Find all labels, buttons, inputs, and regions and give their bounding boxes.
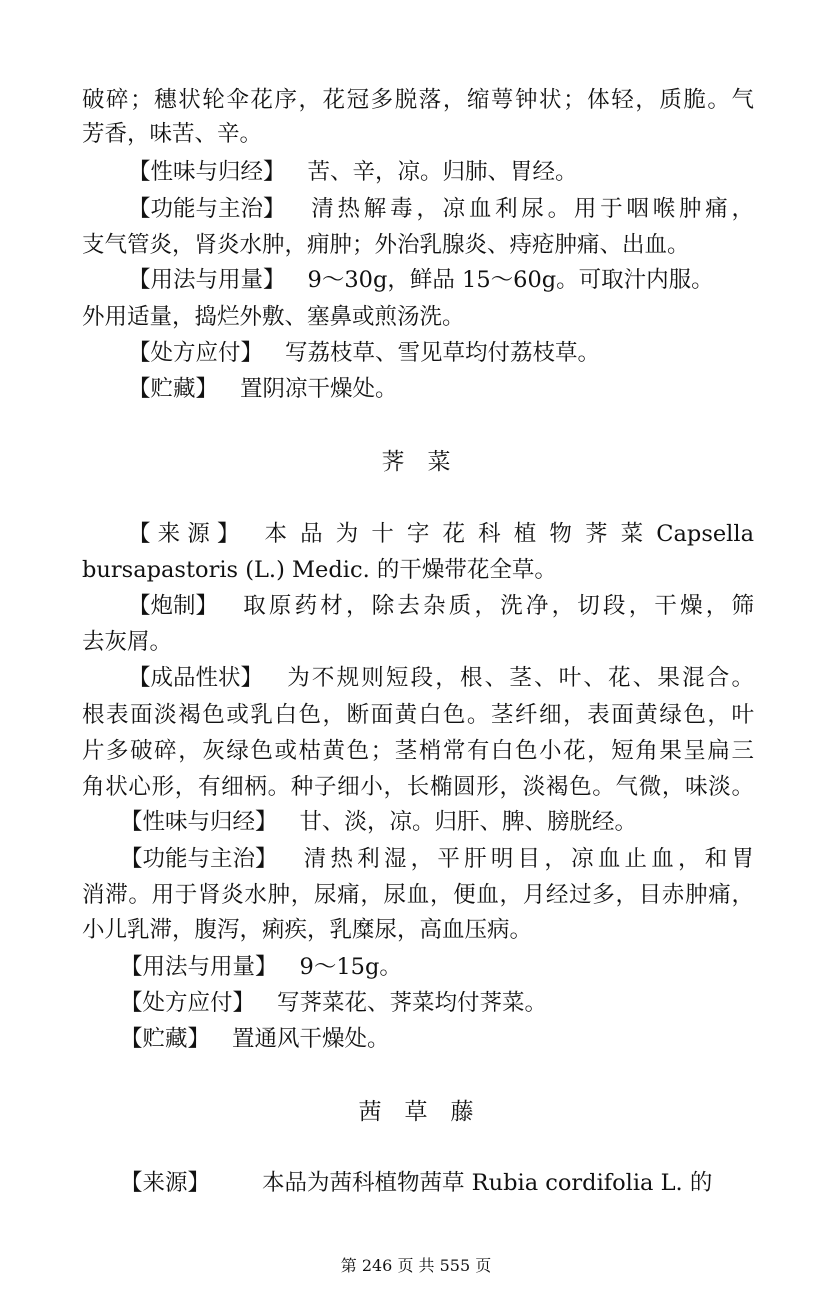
- text-line: 外用适量，捣烂外敷、塞鼻或煎汤洗。: [82, 304, 465, 330]
- section-text: 本品为茜科植物茜草 Rubia cordifolia L. 的: [262, 1170, 713, 1196]
- text-line: 支气管炎，肾炎水肿，痈肿；外治乳腺炎、痔疮肿痛、出血。: [82, 232, 690, 258]
- storage-line: [128, 373, 754, 405]
- product-line: [128, 662, 754, 694]
- section-label: 【性味与归经】: [128, 159, 286, 185]
- text-line: 小儿乳滞，腹泻，痢疾，乳糜尿，高血压病。: [82, 917, 533, 943]
- section-text: 置阴凉干燥处。: [240, 376, 398, 402]
- section-text: 清热利湿，平肝明目，凉血止血，和胃: [299, 846, 754, 872]
- section-label: 【处方应付】: [128, 340, 264, 366]
- entry-title: 荠 菜: [381, 449, 451, 475]
- section-text: 苦、辛，凉。归肺、胃经。: [307, 159, 578, 185]
- entry-title: 茜 草 藤: [358, 1099, 474, 1125]
- section-label: 【成品性状】: [128, 665, 264, 691]
- text-line: 角状心形，有细柄。种子细小，长椭圆形，淡褐色。气微，味淡。: [82, 774, 754, 800]
- section-label: 【贮藏】: [120, 1026, 211, 1052]
- function-line: [128, 193, 754, 225]
- section-label: 【贮藏】: [128, 376, 219, 402]
- page-footer: 第 246 页 共 555 页: [340, 1256, 492, 1275]
- prescription-line: [128, 337, 754, 369]
- text-line: 芳香，味苦、辛。: [82, 121, 263, 147]
- text-line: 根表面淡褐色或乳白色，断面黄白色。茎纤细，表面黄绿色，叶: [82, 702, 754, 728]
- source-line: [120, 1167, 754, 1199]
- section-label: 【来源】: [120, 1170, 211, 1196]
- section-label: 【 来 源 】: [128, 521, 240, 547]
- section-text: 取原药材，除去杂质，洗净，切段，干燥，筛: [240, 593, 754, 619]
- section-text: 写荔枝草、雪见草均付荔枝草。: [285, 340, 601, 366]
- usage-line: [128, 264, 754, 296]
- nature-meridian-line: [120, 806, 754, 838]
- section-label: 【功能与主治】: [120, 846, 278, 872]
- section-text: 甘、淡，凉。归肝、脾、膀胱经。: [299, 809, 638, 835]
- section-label: 【炮制】: [128, 593, 219, 619]
- function-line: [120, 843, 754, 875]
- section-label: 【用法与用量】: [120, 954, 278, 980]
- text-line: bursapastoris (L.) Medic. 的干燥带花全草。: [82, 557, 557, 583]
- usage-line: [120, 951, 754, 983]
- text-line: 片多破碎，灰绿色或枯黄色；茎梢常有白色小花，短角果呈扁三: [82, 738, 754, 764]
- section-label: 【处方应付】: [120, 990, 256, 1016]
- nature-meridian-line: [128, 156, 754, 188]
- source-line: [128, 518, 754, 550]
- storage-line: [120, 1023, 754, 1055]
- section-label: 【功能与主治】: [128, 196, 286, 222]
- section-text: 本 品 为 十 字 花 科 植 物 荠 菜 Capsella: [261, 521, 754, 547]
- prescription-line: [120, 987, 754, 1019]
- section-text: 9～15g。: [299, 954, 402, 980]
- section-text: 9～30g，鲜品 15～60g。可取汁内服。: [307, 267, 714, 293]
- text-line: 消滞。用于肾炎水肿，尿痛，尿血，便血，月经过多，目赤肿痛，: [82, 882, 754, 908]
- section-label: 【用法与用量】: [128, 267, 286, 293]
- section-text: 写荠菜花、荠菜均付荠菜。: [277, 990, 548, 1016]
- text-line: 破碎；穗状轮伞花序，花冠多脱落，缩萼钟状；体轻，质脆。气: [82, 87, 754, 113]
- section-text: 清热解毒，凉血利尿。用于咽喉肿痛，: [307, 196, 754, 222]
- section-label: 【性味与归经】: [120, 809, 278, 835]
- processing-line: [128, 590, 754, 622]
- section-text: 为不规则短段，根、茎、叶、花、果混合。: [285, 665, 754, 691]
- text-line: 去灰屑。: [82, 629, 173, 655]
- section-text: 置通风干燥处。: [232, 1026, 390, 1052]
